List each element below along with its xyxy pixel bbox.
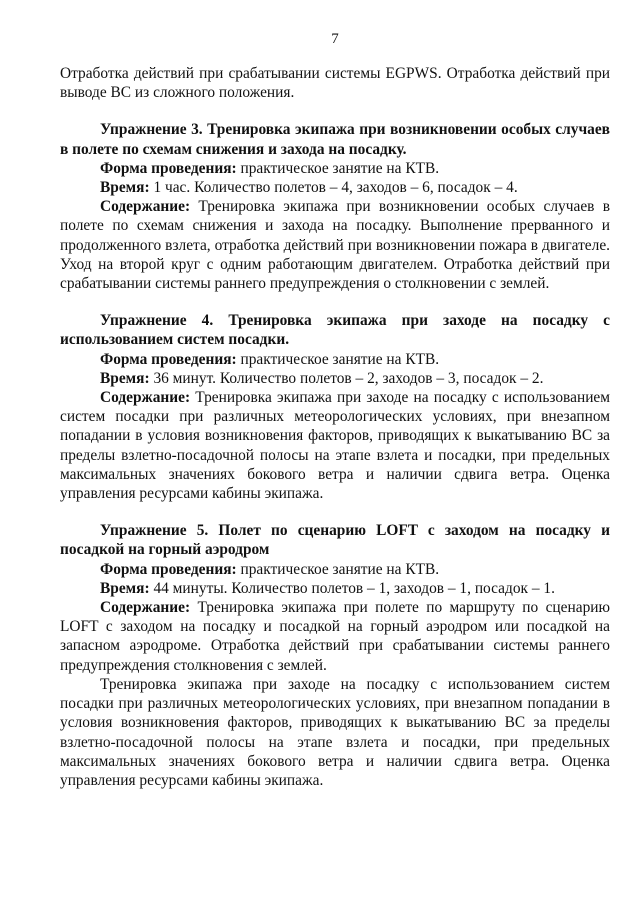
exercise-3-title: Упражнение 3. Тренировка экипажа при возникновении особых случаев в полете по схемам снижения и захода на посадку. [60,121,610,158]
form-value: практическое занятие на КТВ. [236,159,440,177]
exercise-5-extra: Тренировка экипажа при заходе на посадку с использованием систем посадки при различных метеорологических условиях, при внезапном попадании в условия возникновения факторов, приводящих к выкатыванию ВС за пределы взлетно-посадочной полосы на этапе взлета и посадки, при предельных максимальных значениях бокового ветра и наличии сдвига ветра. Оценка управления ресурсами кабины экипажа. [60,675,610,789]
time-value: 1 час. Количество полетов – 4, заходов – 6, посадок – 4. [149,179,518,197]
form-label: Форма проведения: [100,350,237,368]
time-label: Время: [100,369,150,387]
exercise-3-time [60,178,610,197]
content-value: Тренировка экипажа при полете по маршруту по сценарию LOFT с заходом на посадку и посадкой на горный аэродром или посадкой на запасном аэродроме. Отработка действий при срабатывании системы раннего предупреждения столкновения с землей. [60,599,610,674]
exercise-4-content [60,388,610,503]
exercise-5-title: Упражнение 5. Полет по сценарию LOFT с заходом на посадку и посадкой на горный аэродром [60,522,610,559]
form-label: Форма проведения: [100,159,237,177]
form-value: практическое занятие на КТВ. [236,560,440,578]
exercise-5-content [60,598,610,675]
form-value: практическое занятие на КТВ. [236,350,440,368]
exercise-4-title: Упражнение 4. Тренировка экипажа при заходе на посадку с использованием систем посадки. [60,312,610,349]
exercise-3-content [60,197,610,293]
content-label: Содержание: [100,198,191,216]
time-label: Время: [100,579,150,597]
time-value: 44 минуты. Количество полетов – 1, заходов – 1, посадок – 1. [149,579,555,597]
exercise-5-form [60,560,610,579]
exercise-4-time [60,369,610,388]
exercise-3-form [60,159,610,178]
exercise-5-time [60,579,610,598]
content-value: Тренировка экипажа при возникновении особых случаев в полете по схемам снижения и захода на посадку. Выполнение прерванного и продолженного взлета, отработка действий при возникновении пожара в двигателе. Уход на второй круг с одним работающим двигателем. Отработка действий при срабатывании системы раннего предупреждения о столкновении с землей. [60,198,610,293]
exercise-4-form [60,350,610,369]
form-label: Форма проведения: [100,560,237,578]
exercise-4 [60,311,610,503]
page-number: 7 [331,31,339,47]
time-value: 36 минут. Количество полетов – 2, заходов – 3, посадок – 2. [149,369,544,387]
exercise-3 [60,120,610,293]
intro-paragraph: Отработка действий при срабатывании системы EGPWS. Отработка действий при выводе ВС из сложного положения. [60,65,610,102]
time-label: Время: [100,179,150,197]
content-label: Содержание: [100,389,191,407]
exercise-5 [60,521,610,790]
content-value: Тренировка экипажа при заходе на посадку с использованием систем посадки при различных метеорологических условиях, при внезапном попадании в условия возникновения факторов, приводящих к выкатыванию ВС за пределы взлетно-посадочной полосы на этапе взлета и посадки, при предельных максимальных значениях бокового ветра и наличии сдвига ветра. Оценка управления ресурсами кабины экипажа. [60,389,610,503]
content-label: Содержание: [100,599,191,617]
